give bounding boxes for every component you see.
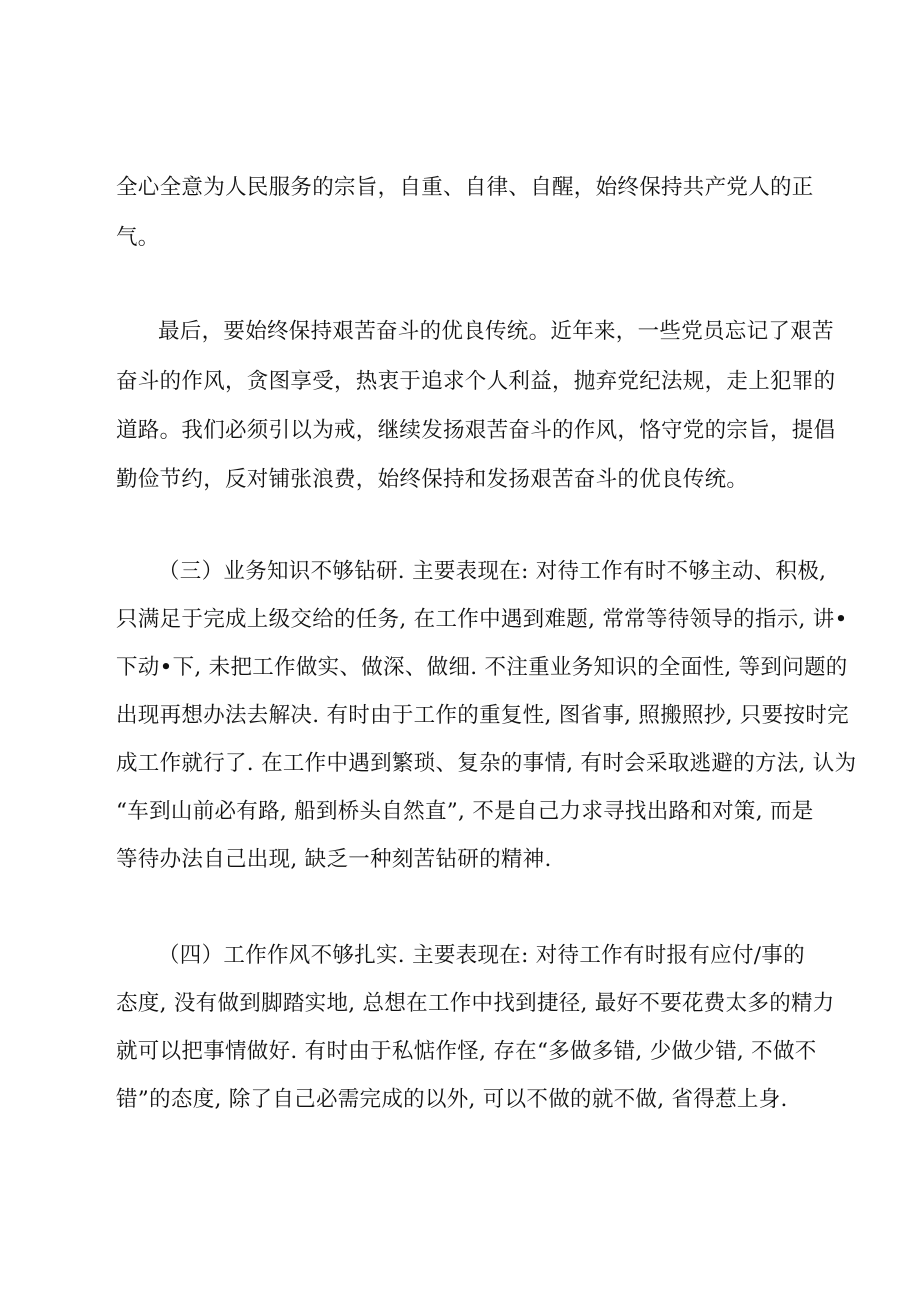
text-line: 出现再想办法去解决. 有时由于工作的重复性, 图省事, 照搬照抄, 只要按时完: [116, 703, 849, 728]
text-line: 奋斗的作风，贪图享受，热衷于追求个人利益，抛弃党纪法规，走上犯罪的: [116, 369, 836, 394]
text-line: （三）业务知识不够钻研. 主要表现在: 对待工作有时不够主动、积极,: [158, 559, 827, 584]
text-line: 气。: [116, 225, 160, 250]
text-line: 道路。我们必须引以为戒，继续发扬艰苦奋斗的作风，恪守党的宗旨，提倡: [116, 418, 836, 443]
text-line: 勤俭节约，反对铺张浪费，始终保持和发扬艰苦奋斗的优良传统。: [116, 467, 749, 492]
text-line: （四）工作作风不够扎实. 主要表现在: 对待工作有时报有应付/事的: [158, 943, 805, 968]
text-line: 最后，要始终保持艰苦奋斗的优良传统。近年来，一些党员忘记了艰苦: [158, 319, 834, 344]
text-line: “车到山前必有路, 船到桥头自然直”, 不是自己力求寻找出路和对策, 而是: [116, 799, 814, 824]
text-line: 全心全意为人民服务的宗旨，自重、自律、自醒，始终保持共产党人的正: [116, 175, 814, 200]
text-line: 态度, 没有做到脚踏实地, 总想在工作中找到捷径, 最好不要花费太多的精力: [116, 991, 835, 1016]
text-line: 就可以把事情做好. 有时由于私惦作怪, 存在“多做多错, 少做少错, 不做不: [116, 1039, 817, 1064]
text-line: 错”的态度, 除了自己必需完成的以外, 可以不做的就不做, 省得惹上身.: [116, 1087, 788, 1112]
text-line: 下动•下, 未把工作做实、做深、做细. 不注重业务知识的全面性, 等到问题的: [116, 655, 848, 680]
text-line: 只满足于完成上级交给的任务, 在工作中遇到难题, 常常等待领导的指示, 讲•: [116, 607, 848, 632]
text-line: 成工作就行了. 在工作中遇到繁琐、复杂的事情, 有时会采取逃避的方法, 认为: [116, 751, 857, 776]
text-line: 等待办法自己出现, 缺乏一种刻苦钻研的精神.: [116, 847, 552, 872]
